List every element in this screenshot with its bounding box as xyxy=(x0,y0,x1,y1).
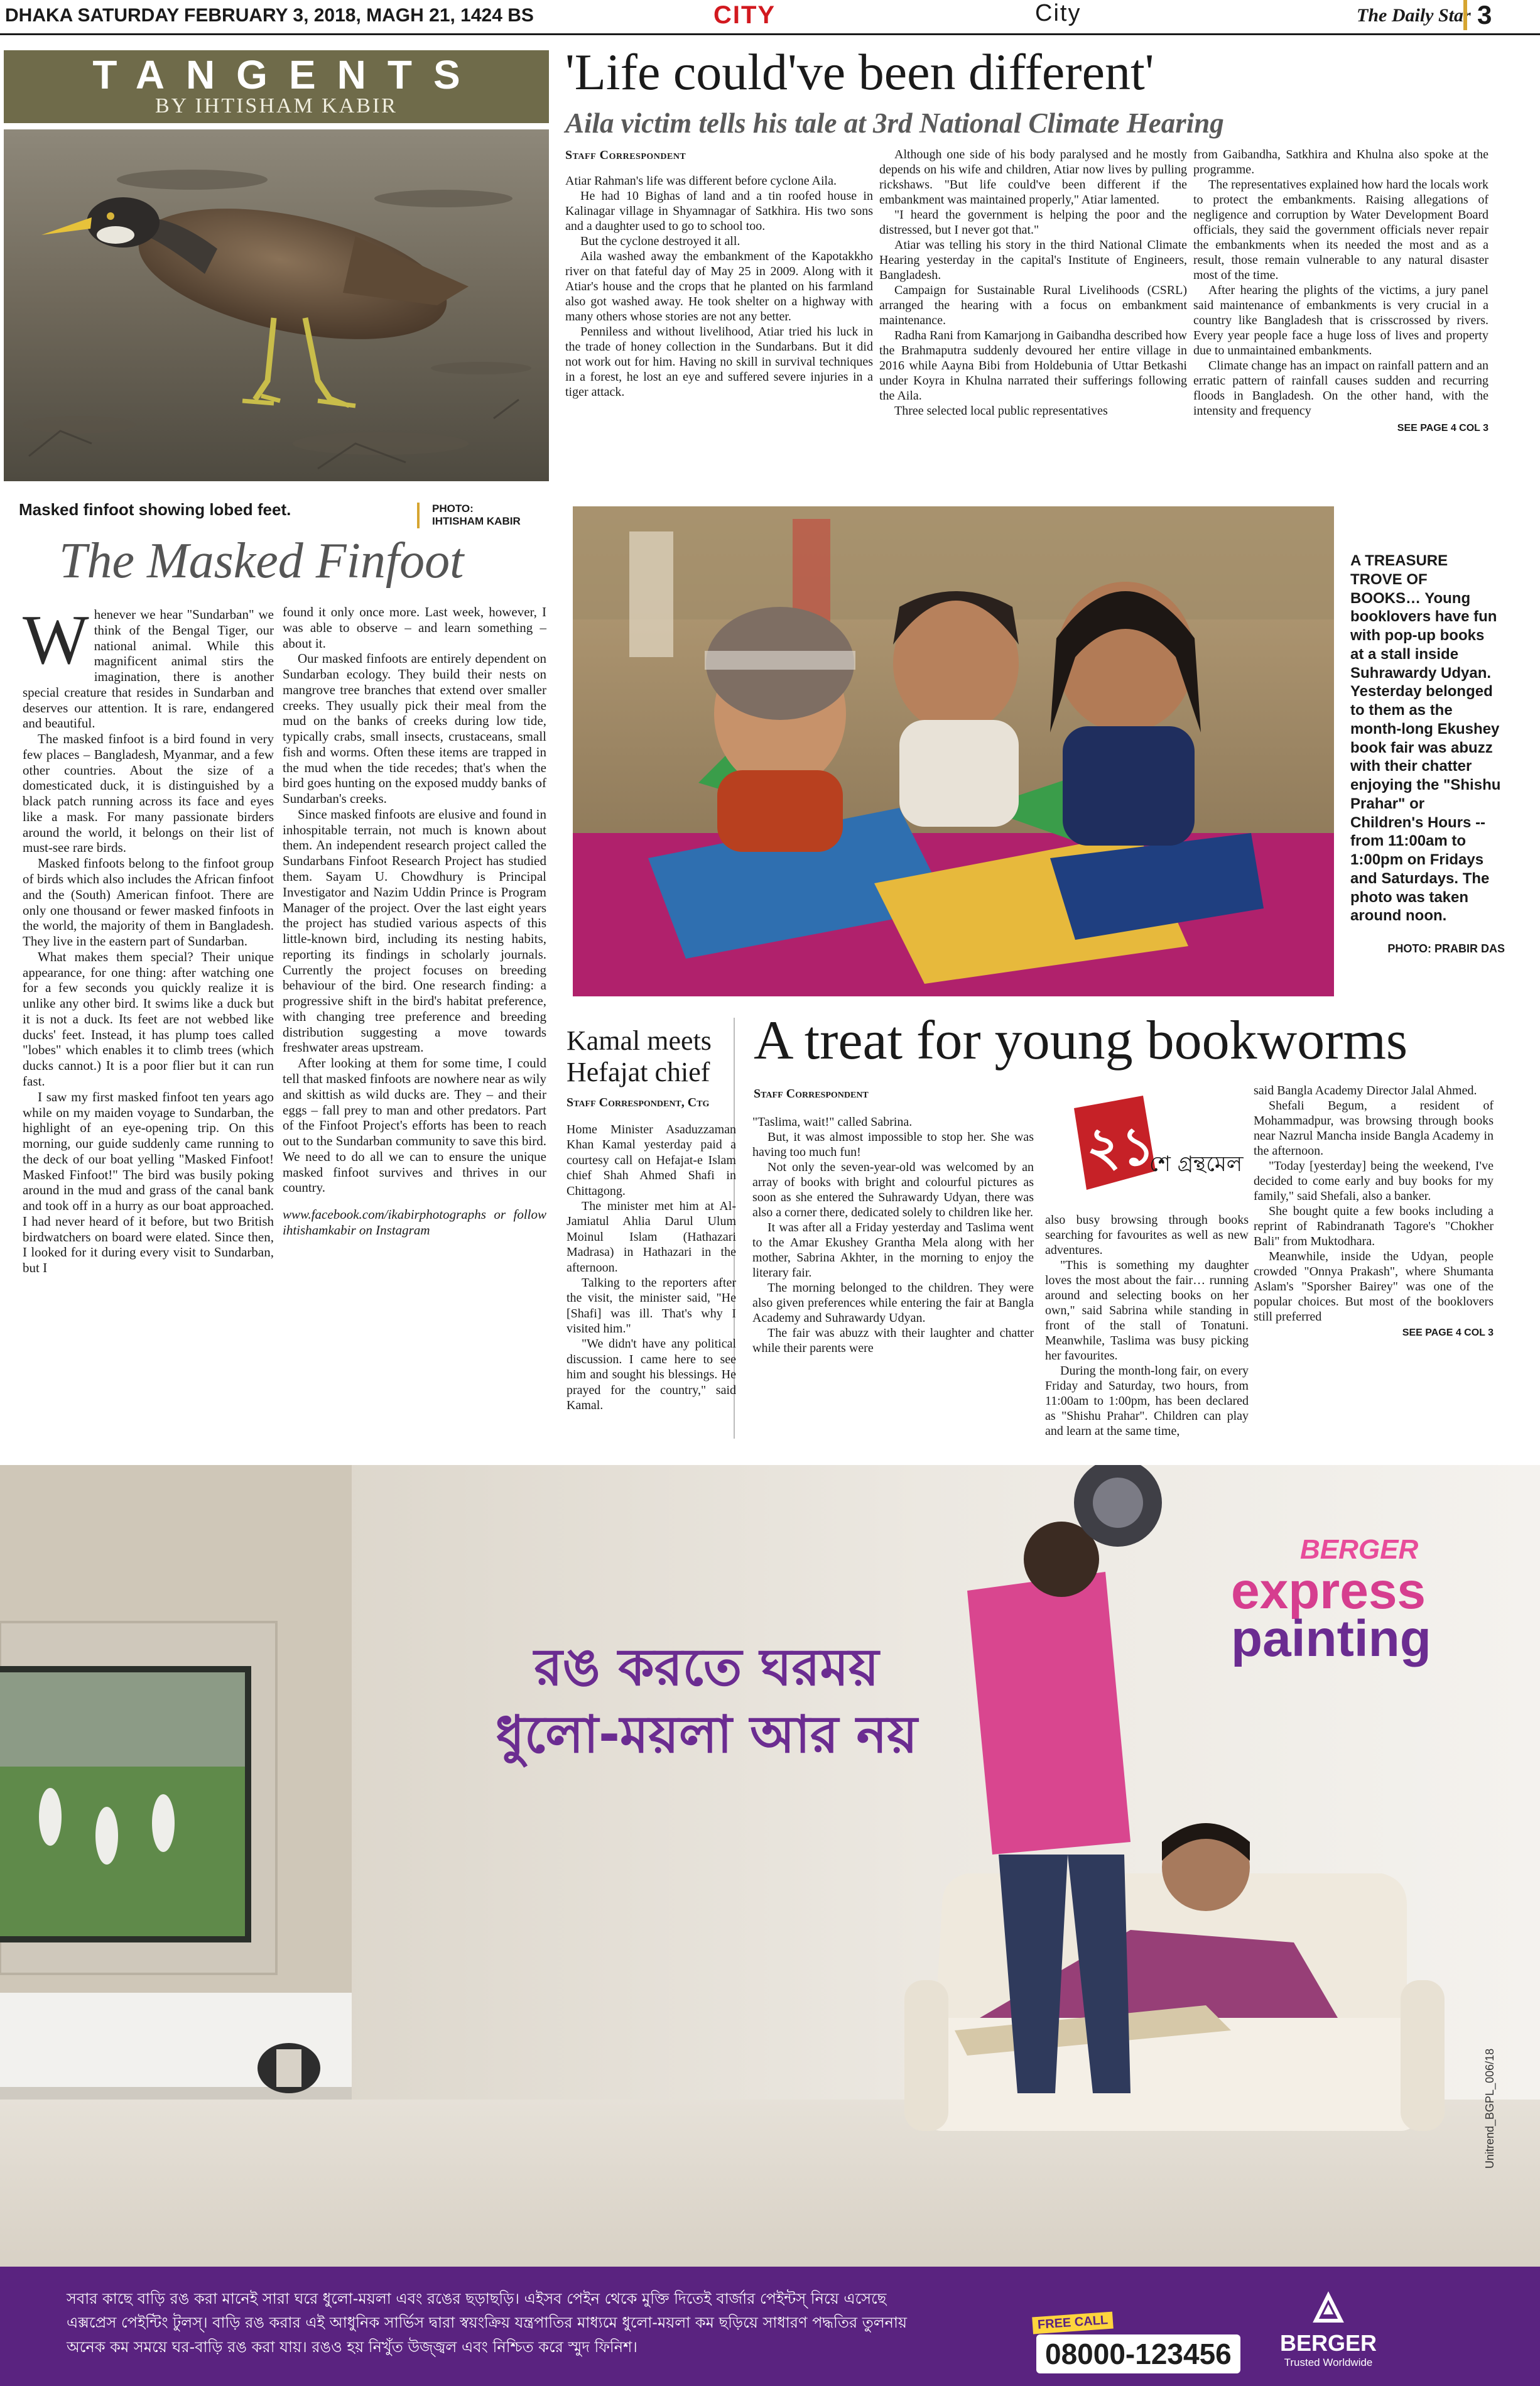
ekushey-logo-number: ২১ xyxy=(1087,1116,1156,1177)
kamal-byline: Staff Correspondent, Ctg xyxy=(567,1096,710,1109)
berger-logo xyxy=(1275,2289,1382,2369)
ad-brand-berger: BERGER xyxy=(1300,1534,1419,1565)
bookworms-headline: A treat for young bookworms xyxy=(754,1010,1408,1071)
berger-logo-icon xyxy=(1310,2289,1347,2327)
paragraph: "Today [yesterday] being the weekend, I've decided to come early and buy books for my family," said Shefali, also a banker. xyxy=(1254,1159,1494,1203)
ad-footer-line: সবার কাছে বাড়ি রঙ করা মানেই সারা ঘরে ধুলো-ময়লা এবং রঙের ছড়াছড়ি। এইসব পেইন থেকে মুক্তি দিতেই বার্জার পেইন্টস্‌ নিয়ে এসেছে xyxy=(67,2290,887,2307)
bookworms-column-3 xyxy=(1254,1083,1494,1339)
paragraph: The masked finfoot is a bird found in very few places – Bangladesh, Myanmar, and a few other countries. About the size of a domesticated duck, it is distinguished by a black patch running across its face and eyes like a mask. For many passionate birders around the world, it belongs on their list of must-see rare birds. xyxy=(23,731,274,856)
paragraph: Atiar Rahman's life was different before cyclone Aila. xyxy=(565,174,837,188)
dateline: DHAKA SATURDAY FEBRUARY 3, 2018, MAGH 21, 1424 BS xyxy=(5,5,534,26)
children-illustration xyxy=(573,506,1334,996)
paragraph: Penniless and without livelihood, Atiar tried his luck in the trade of honey collection in the Sundarbans. But it did not work out for him. Having no skill in survival techniques in a forest, he lost an eye and suffered severe injuries in a tiger attack. xyxy=(565,325,873,399)
paragraph: Atiar was telling his story in the third National Climate Hearing yesterday in the capital's Institute of Engineers, Bangladesh. xyxy=(879,238,1187,282)
masthead xyxy=(0,0,1540,35)
paragraph: Not only the seven-year-old was welcomed by an array of books with bright and colourful pictures as soon as she entered the Suhrawardy Udyan, there was also a corner there, dedicated solely to children like her. xyxy=(752,1160,1034,1219)
paragraph: "Taslima, wait!" called Sabrina. xyxy=(752,1115,913,1129)
finfoot-lead-paragraph xyxy=(23,601,274,731)
paragraph: also busy browsing through books searching for favourites as well as new adventures. xyxy=(1045,1213,1249,1257)
paragraph: Campaign for Sustainable Rural Livelihoods (CSRL) arranged the hearing with a focus on embankment maintenance. xyxy=(879,283,1187,327)
bookworms-column-1 xyxy=(752,1114,1034,1356)
paragraph: It was after all a Friday yesterday and Taslima went to the Amar Ekushey Grantha Mela along with her mother, Sabrina Akhter, in the morning to enjoy the literary fair. xyxy=(752,1221,1034,1280)
paragraph: She bought quite a few books including a reprint of Rabindranath Tagore's "Chokher Bali" from Muktodhara. xyxy=(1254,1204,1494,1248)
paragraph: "I heard the government is helping the poor and the distressed, but I never got that." xyxy=(879,208,1187,237)
tangents-byline: BY IHTISHAM KABIR xyxy=(155,94,398,117)
paragraph: Masked finfoots belong to the finfoot group of birds which also includes the African finfoot and the (South) American finfoot. There are only one thousand or fewer masked finfoots in the world, the majority of them in Bangladesh. They live in the eastern part of Sundarban. xyxy=(23,856,274,949)
dropcap: W xyxy=(23,601,89,679)
section-name-alt: City xyxy=(1035,0,1082,26)
paragraph: Radha Rani from Kamarjong in Gaibandha described how the Brahmaputra suddenly devoured her entire village in 2016 while Aayna Bibi from Holdebunia of Uttar Betkashi under Koyra in Khulna narrated their sufferings following the Aila. xyxy=(879,329,1187,403)
paragraph: Although one side of his body paralysed and he mostly depends on his wife and children, Atiar now lives by pulling rickshaws. "But life could've been different if the embankment was maintained properly," Atiar lamented. xyxy=(879,148,1187,207)
paragraph: Our masked finfoots are entirely dependent on Sundarban ecology. They build their nests on mangrove tree branches that extend over smaller creeks. They usually pick their meal from the mud on the banks of creeks during low tide, typically crabs, small insects, crustaceans, small fish and worms. Often these items are trapped in the mud when the tide recedes; that's when the bird goes hunting on the exposed muddy banks of Sundarban's creeks. xyxy=(283,651,546,807)
paragraph: After looking at them for some time, I could tell that masked finfoots are nowhere near as wily and skittish as wild ducks are. They – and their eggs – fall prey to man and other predators. Part of the Finfoot Project's efforts has been to reach out to the Sundarban community to save this bird. We need to do all we can to ensure the unique masked finfoot survives and thrives in our country. xyxy=(283,1055,546,1196)
life-column-3 xyxy=(1193,147,1488,434)
book-fair-photo-credit: PHOTO: PRABIR DAS xyxy=(1387,942,1505,955)
paragraph: Since masked finfoots are elusive and found in inhospitable terrain, not much is known about them. An independent research project called the Sundarbans Finfoot Research Project has studied them. Sayam U. Chowdhury is Principal Investigator and Nazim Uddin Prince is Program Manager of the project. Over the last eight years the project has studied various aspects of this little-known bird, including its nesting habits, reporting its findings in scholarly journals. Currently the project focuses on breeding behaviour of the bird. One research finding: a progressive shift in the bird's habitat preference, with changing tree preference and breeding distribution suggesting a move towards freshwater areas upstream. xyxy=(283,806,546,1055)
kamal-headline: Kamal meets Hefajat chief xyxy=(567,1025,712,1088)
life-column-2 xyxy=(879,147,1187,418)
berger-logo-name: BERGER xyxy=(1279,2330,1377,2356)
tangents-column-rule xyxy=(4,1420,550,1435)
paragraph: During the month-long fair, on every Friday and Saturday, two hours, from 11:00am to 1:00pm, has been declared as "Shishu Prahar". Children can play and learn at the same time, xyxy=(1045,1364,1249,1438)
ad-headline xyxy=(377,1635,1036,1768)
bookworms-column-2 xyxy=(1045,1212,1249,1439)
continued-jump: SEE PAGE 4 COL 3 xyxy=(1397,423,1488,433)
paragraph: What makes them special? Their unique appearance, for one thing: after watching one for a few seconds you quickly realize it is unlike any other bird. It swims like a duck but it is not a duck. Its feet are not webbed like ducks' feet. Instead, it has plump toes called "lobes" which enables it to climb trees (which ducks cannot.) It is a poor flier but it can run fast. xyxy=(23,949,274,1089)
ad-brand-painting: painting xyxy=(1231,1610,1431,1667)
free-call-label: FREE CALL xyxy=(1032,2312,1114,2334)
ad-footer-text xyxy=(67,2287,977,2359)
masked-finfoot-photo xyxy=(4,129,549,481)
paragraph: After hearing the plights of the victims, a jury panel said maintenance of embankments is very crucial in a country like Bangladesh that is crisscrossed by rivers. Every year people face a huge loss of lives and property due to unmaintained embankments. xyxy=(1193,283,1488,357)
finfoot-article-title: The Masked Finfoot xyxy=(59,533,464,589)
paragraph: said Bangla Academy Director Jalal Ahmed. xyxy=(1254,1084,1477,1098)
book-fair-photo-caption: A TREASURE TROVE OF BOOKS… Young booklovers have fun with pop-up books at a stall inside Suhrawardy Udyan. Yesterday belonged to them as the month-long Ekushey book fair was abuzz with their chatter enjoying the "Shishu Prahar" or Children's Hours -- from 11:00am to 1:00pm on Fridays and Saturdays. The photo was taken around noon. xyxy=(1350,552,1501,925)
paragraph: found it only once more. Last week, however, I was able to observe – and learn something – about it. xyxy=(283,604,546,651)
paragraph: Home Minister Asaduzzaman Khan Kamal yesterday paid a courtesy call on Hefajat-e Islam chief Shah Ahmed Shafi in Chittagong. xyxy=(567,1123,736,1198)
paragraph: The representatives explained how hard the locals work to protect the embankments. Raising allegations of negligence and corruption by Water Development Board officials, they said the government officials never repair the embankments when its needed the most and as a result, those remain vulnerable to any natural disaster most of the time. xyxy=(1193,178,1488,282)
finfoot-lead-text: henever we hear "Sundarban" we think of the Bengal Tiger, our national animal. While this magnificent animal stirs the imagination, there is another special creature that resides in Sundarban and deserves our attention. It is rare, endangered and beautiful. xyxy=(23,607,274,731)
life-subhead: Aila victim tells his tale at 3rd National Climate Hearing xyxy=(565,107,1224,139)
berger-logo-tagline: Trusted Worldwide xyxy=(1284,2356,1373,2368)
bird-illustration xyxy=(4,129,549,481)
life-column-1 xyxy=(565,173,873,400)
paragraph: "We didn't have any political discussion. I came here to see him and sought his blessings. He prayed for the country," said Kamal. xyxy=(567,1337,736,1413)
bird-photo-caption: Masked finfoot showing lobed feet. xyxy=(19,500,291,519)
ad-brand-express: express xyxy=(1231,1562,1426,1620)
paragraph: But, it was almost impossible to stop her. She was having too much fun! xyxy=(752,1130,1034,1159)
paper-name: The Daily Star xyxy=(1357,5,1471,26)
ekushey-logo-text: শে গ্রন্থমেলা xyxy=(1149,1152,1244,1177)
ekushey-logo-graphic xyxy=(1068,1096,1244,1209)
paragraph: But the cyclone destroyed it all. xyxy=(580,234,740,248)
berger-advertisement[interactable] xyxy=(0,1465,1540,2386)
bookworms-byline: Staff Correspondent xyxy=(754,1087,869,1101)
paragraph: Aila washed away the embankment of the Kapotakkho river on that fateful day of May 25 in 2009. Along with it Atiar's house and the crops that he planted on his farmland also got washed away. He took shelter on a highway with many others whose stories are not any better. xyxy=(565,249,873,324)
paragraph: The fair was abuzz with their laughter and chatter while their parents were xyxy=(752,1326,1034,1355)
paragraph: Climate change has an impact on rainfall pattern and an erratic pattern of rainfall causes sudden and recurring floods in Bangladesh. On the other hand, with the intensity and frequency xyxy=(1193,359,1488,418)
paragraph: from Gaibandha, Satkhira and Khulna also spoke at the programme. xyxy=(1193,148,1488,177)
kamal-article-body xyxy=(567,1122,736,1413)
life-headline: 'Life could've been different' xyxy=(565,43,1154,101)
ad-headline-line-2: ধুলো-ময়লা আর নয় xyxy=(496,1704,918,1765)
tangents-title: TANGENTS xyxy=(92,52,482,97)
photo-credit-name: IHTISHAM KABIR xyxy=(432,515,521,528)
ad-headline-line-1: রঙ করতে ঘরময় xyxy=(534,1638,879,1697)
paragraph: The morning belonged to the children. They were also given preferences while entering the fair at Bangla Academy and Suhrawardy Udyan. xyxy=(752,1281,1034,1325)
continued-jump: SEE PAGE 4 COL 3 xyxy=(1402,1327,1494,1338)
paragraph: Shefali Begum, a resident of Mohammadpur, was browsing through books near Nazrul Mancha inside Bangla Academy in the afternoon. xyxy=(1254,1099,1494,1158)
ekushey-book-fair-logo xyxy=(1068,1096,1244,1209)
paragraph: I saw my first masked finfoot ten years ago while on my maiden voyage to Sundarban, the highlight of an eye-opening trip. On this morning, our guide suddenly came running to the deck of our boat yelling "Masked Finfoot! Masked Finfoot!" The bird was busily poking around in the mud and grass of the canal bank and took off in a hurry as our boat approached. I had never heard of it before, but two British birdwatchers on board were elated. Since then, I looked for it during every visit to Sundarban, but I xyxy=(23,1089,274,1276)
ad-footer-line: এক্সপ্রেস পেইন্টিং টুলস্‌। বাড়ি রঙ করার এই আধুনিক সার্ভিস দ্বারা স্বয়ংক্রিয় যন্ত্রপাতির মাধ্যমে ধুলো-ময়লা কম ছড়িয়ে সাধারণ পদ্ধতির তুলনায় xyxy=(67,2314,908,2332)
author-social-link[interactable]: www.facebook.com/ikabirphotographs or follow ihtishamkabir on Instagram xyxy=(283,1207,546,1238)
ad-footer-line: অনেক কম সময়ে ঘর-বাড়ি রঙ করা যায়। রঙও হয় নিখুঁত উজ্জ্বল এবং নিশ্চিত করে স্মুদ ফিনিশ। xyxy=(67,2338,637,2356)
paragraph: Three selected local public representatives xyxy=(894,404,1108,418)
phone-number[interactable]: 08000-123456 xyxy=(1036,2334,1240,2373)
paragraph: Meanwhile, inside the Udyan, people crowded "Onnya Prakash", where Shumanta Aslam's "Sporsher Bairey" was one of the popular choices. But most of the booklovers still preferred xyxy=(1254,1250,1494,1324)
photo-credit-label: PHOTO: xyxy=(432,503,474,515)
paragraph: The minister met him at Al-Jamiatul Ahlia Darul Ulum Moinul Islam (Hathazari Madrasa) in Hathazari in the afternoon. xyxy=(567,1199,736,1275)
life-byline: Staff Correspondent xyxy=(565,148,686,162)
paragraph: "This is something my daughter loves the most about the fair… running around and selecting books on her own," said Sabrina while standing in front of the stall of Tonatuni. Meanwhile, Taslima was busy picking her favourites. xyxy=(1045,1258,1249,1363)
book-fair-photo xyxy=(573,506,1334,996)
bird-photo-credit xyxy=(417,503,549,528)
paragraph: Talking to the reporters after the visit, the minister said, "He [Shafi] was ill. That's why I visited him." xyxy=(567,1275,736,1336)
section-name: CITY xyxy=(713,1,776,29)
page-number: 3 xyxy=(1463,0,1492,30)
finfoot-column-2 xyxy=(283,604,546,1238)
paragraph: He had 10 Bighas of land and a tin roofed house in Kalinagar village in Shyamnagar of Satkhira. His two sons and a daughter used to go to school too. xyxy=(565,189,873,233)
ad-code: Unitrend_BGPL_006/18 xyxy=(1483,2048,1496,2169)
finfoot-column-1 xyxy=(23,601,274,1276)
